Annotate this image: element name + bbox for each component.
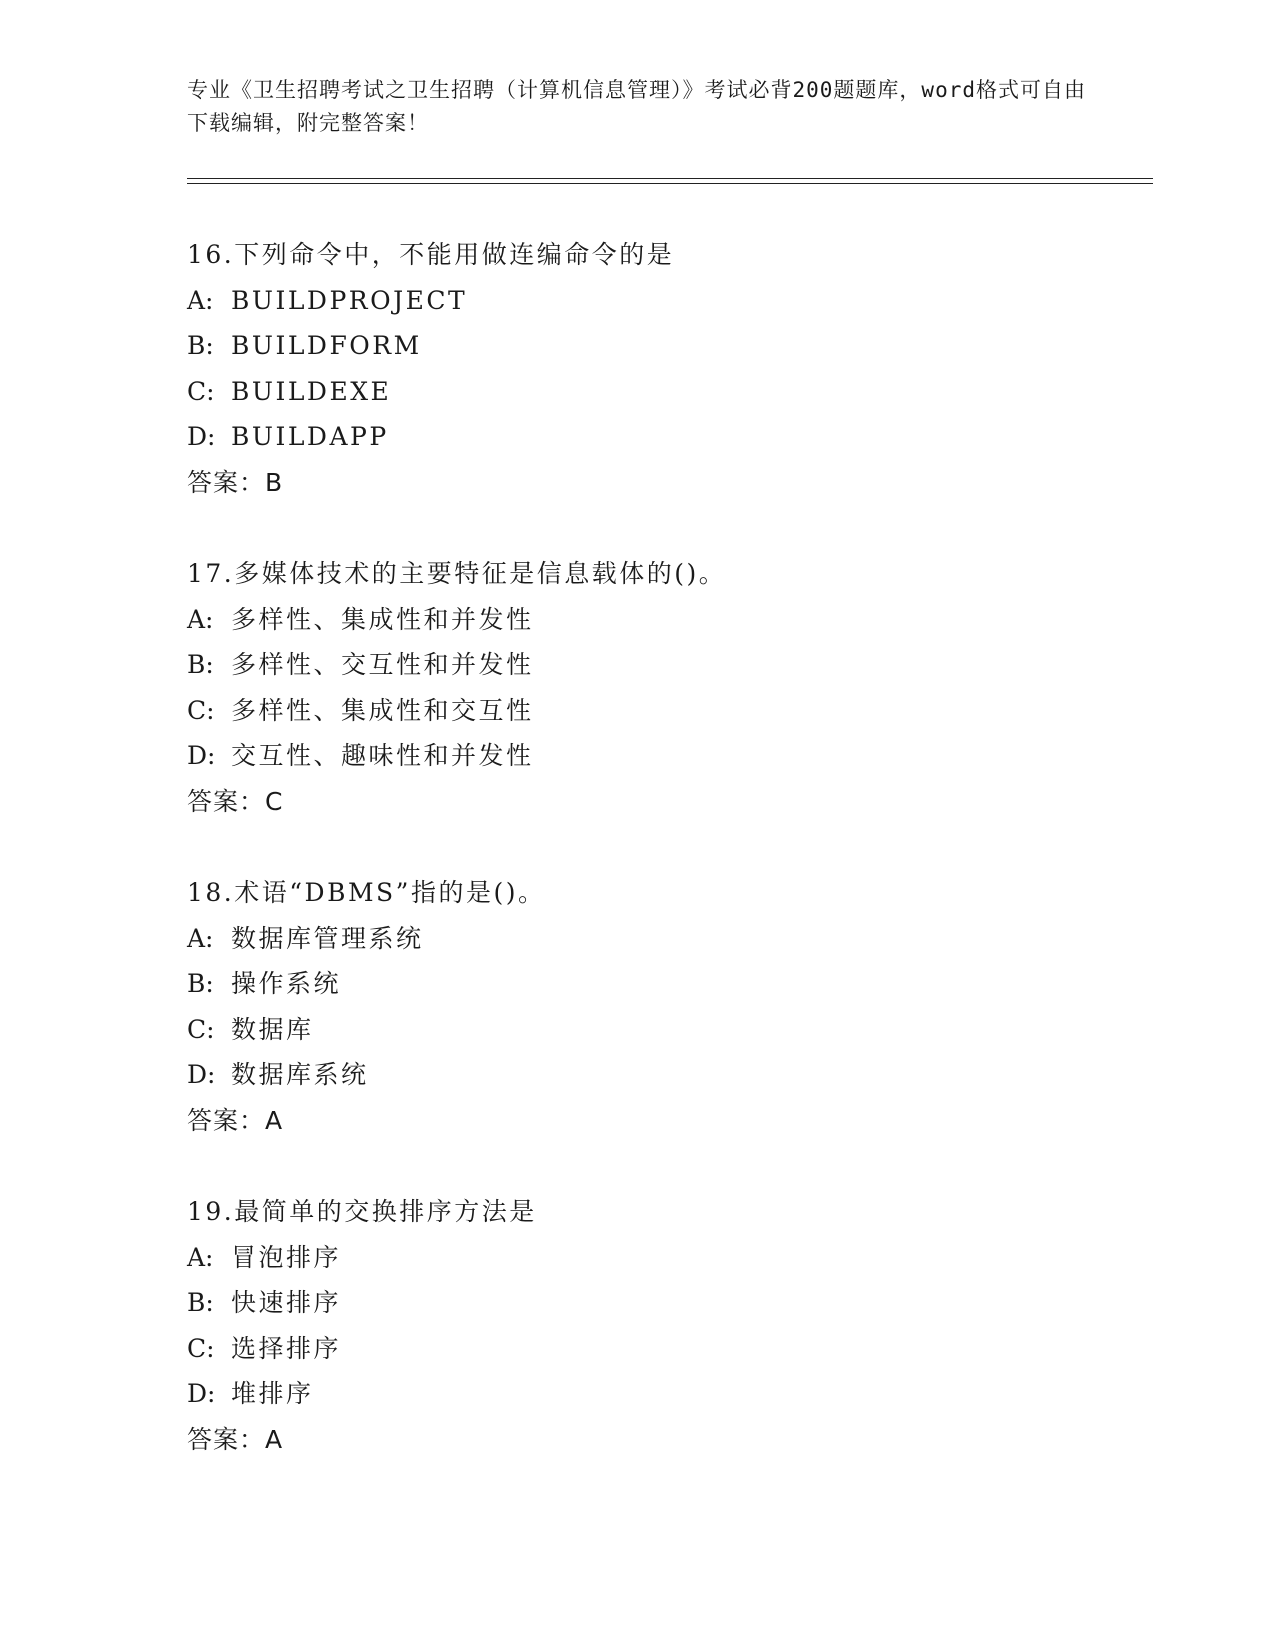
question-title: 17.多媒体技术的主要特征是信息载体的()。 (187, 559, 727, 588)
option-label: C: (187, 695, 215, 725)
question-17 (187, 551, 1107, 824)
option-text: 选择排序 (231, 1333, 342, 1363)
question-16 (187, 232, 1107, 505)
option-text: 操作系统 (231, 969, 342, 998)
header-divider-bottom (187, 183, 1153, 184)
option-label: C: (187, 1014, 215, 1044)
option-c (187, 369, 1107, 415)
document-header: 专业《卫生招聘考试之卫生招聘（计算机信息管理）》考试必背200题题库，word格式可自由下载编辑，附完整答案！ (187, 78, 1086, 135)
option-d (187, 733, 1107, 779)
option-label: A: (187, 923, 214, 953)
header-divider-top (187, 178, 1153, 179)
option-b (187, 961, 1107, 1007)
answer: 答案：A (187, 1105, 284, 1135)
option-b (187, 323, 1107, 369)
option-text: 数据库系统 (231, 1060, 369, 1089)
option-a (187, 1235, 1107, 1281)
option-a (187, 278, 1107, 324)
option-d (187, 1371, 1107, 1417)
question-19 (187, 1189, 1107, 1462)
question-title: 19.最简单的交换排序方法是 (187, 1197, 537, 1226)
option-label: B: (187, 331, 214, 360)
answer: 答案：B (187, 467, 284, 497)
option-text: 多样性、集成性和并发性 (231, 604, 534, 634)
option-c (187, 1326, 1107, 1372)
option-text: 堆排序 (231, 1379, 314, 1408)
option-b (187, 1280, 1107, 1326)
option-label: C: (187, 376, 215, 406)
option-label: B: (187, 969, 214, 998)
option-b (187, 642, 1107, 688)
option-text: BUILDAPP (231, 422, 389, 451)
option-label: D: (187, 741, 216, 770)
option-label: B: (187, 1288, 214, 1317)
option-text: 数据库管理系统 (231, 923, 424, 953)
option-d (187, 414, 1107, 460)
answer: 答案：A (187, 1424, 284, 1454)
option-text: 快速排序 (231, 1288, 342, 1317)
option-d (187, 1052, 1107, 1098)
option-label: D: (187, 1379, 216, 1408)
option-label: A: (187, 285, 214, 315)
option-a (187, 916, 1107, 962)
option-text: 多样性、集成性和交互性 (231, 695, 534, 725)
option-label: D: (187, 1060, 216, 1089)
option-text: 交互性、趣味性和并发性 (231, 741, 534, 770)
question-title: 18.术语“DBMS”指的是()。 (187, 878, 546, 907)
option-text: BUILDFORM (231, 331, 422, 360)
option-label: A: (187, 604, 214, 634)
option-text: 冒泡排序 (231, 1242, 342, 1272)
option-label: D: (187, 422, 216, 451)
option-text: 数据库 (231, 1014, 314, 1044)
question-18 (187, 870, 1107, 1143)
option-text: BUILDEXE (231, 376, 392, 406)
question-title: 16.下列命令中，不能用做连编命令的是 (187, 240, 675, 269)
option-a (187, 597, 1107, 643)
option-label: A: (187, 1242, 214, 1272)
option-label: B: (187, 650, 214, 679)
option-text: 多样性、交互性和并发性 (231, 650, 534, 679)
answer: 答案：C (187, 786, 284, 816)
option-c (187, 1007, 1107, 1053)
option-text: BUILDPROJECT (231, 285, 468, 315)
option-c (187, 688, 1107, 734)
option-label: C: (187, 1333, 215, 1363)
